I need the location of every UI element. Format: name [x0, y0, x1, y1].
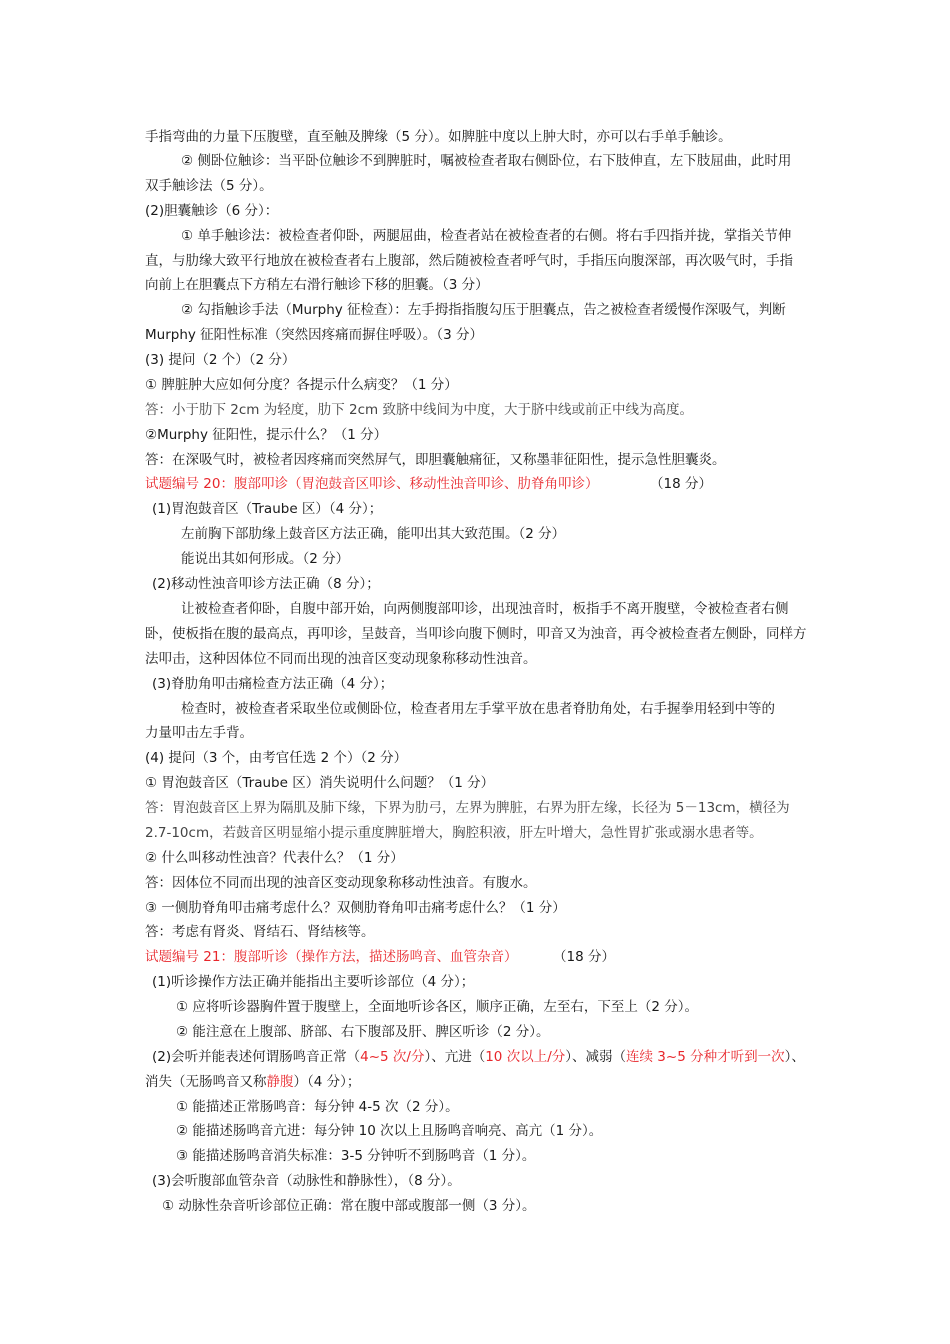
text-span: ）、亢进（	[424, 1049, 486, 1065]
text-line: 卧，使板指在腹的最高点，再叩诊，呈鼓音，当叩诊向腹下侧时，叩音又为浊音，再令被检查者左侧卧，同样方	[145, 626, 807, 642]
text-span: 消失（无肠鸣音又称	[145, 1074, 267, 1090]
highlight-span: 10 次以上/分	[485, 1049, 566, 1065]
text-line: ① 单手触诊法：被检查者仰卧，两腿屈曲，检查者站在被检查者的右侧。将右手四指并拢，掌指关节伸	[181, 228, 792, 244]
section-heading: (2)胆囊触诊（6 分）：	[145, 203, 279, 219]
section-heading: (3)脊肋角叩击痛检查方法正确（4 分）；	[152, 676, 394, 692]
text-line: ① 应将听诊器胸件置于腹壁上，全面地听诊各区，顺序正确，左至右，下至上（2 分）。	[176, 999, 699, 1015]
text-line: 手指弯曲的力量下压腹壁，直至触及脾缘（5 分）。如脾脏中度以上肿大时，亦可以右手单手触诊。	[145, 129, 732, 145]
text-span: ）、减弱（	[565, 1049, 626, 1065]
text-span: ）（4 分）；	[293, 1074, 361, 1090]
text-line: 检查时，被检查者采取坐位或侧卧位，检查者用左手掌平放在患者脊肋角处，右手握拳用轻到中等的	[181, 701, 775, 717]
answer-line: 答：考虑有肾炎、肾结石、肾结核等。	[145, 924, 375, 940]
highlight-span: 4~5 次/分	[360, 1049, 425, 1065]
text-line: 直，与肋缘大致平行地放在被检查者右上腹部，然后随被检查者呼气时，手指压向腹深部，再次吸气时，手指	[145, 253, 793, 269]
answer-line: 答：胃泡鼓音区上界为隔肌及肺下缘，下界为肋弓，左界为脾脏，右界为肝左缘，长径为 5－13cm，横径为	[145, 800, 790, 816]
text-line: Murphy 征阳性标准（突然因疼痛而摒住呼吸）。（3 分）	[145, 327, 484, 343]
section-heading: (3)会听腹部血管杂音（动脉性和静脉性），（8 分）。	[152, 1173, 461, 1189]
text-line: ① 动脉性杂音听诊部位正确：常在腹中部或腹部一侧（3 分）。	[162, 1198, 536, 1214]
question-line: ① 脾脏肿大应如何分度？各提示什么病变？（1 分）	[145, 377, 458, 393]
exam-item-score: （18 分）	[650, 476, 712, 492]
question-line: ② 什么叫移动性浊音？代表什么？（1 分）	[145, 850, 404, 866]
answer-line: 答：小于肋下 2cm 为轻度，肋下 2cm 致脐中线间为中度，大于脐中线或前正中线为高度。	[145, 402, 693, 418]
answer-line: 答：因体位不同而出现的浊音区变动现象称移动性浊音。有腹水。	[145, 875, 537, 891]
section-heading: (3) 提问（2 个）（2 分）	[145, 352, 296, 368]
exam-item-title: 试题编号 21：腹部听诊（操作方法，描述肠鸣音、血管杂音）	[145, 949, 518, 965]
text-line	[145, 1072, 360, 1092]
text-line: ② 能注意在上腹部、脐部、右下腹部及肝、脾区听诊（2 分）。	[176, 1024, 550, 1040]
text-line: 左前胸下部肋缘上鼓音区方法正确，能叩出其大致范围。（2 分）	[181, 526, 566, 542]
text-span: (2)会听并能表述何谓肠鸣音正常（	[152, 1049, 361, 1065]
text-line: 法叩击，这种因体位不同而出现的浊音区变动现象称移动性浊音。	[145, 651, 537, 667]
question-line: ③ 一侧肋脊角叩击痛考虑什么？双侧肋脊角叩击痛考虑什么？（1 分）	[145, 900, 566, 916]
answer-line: 答：在深吸气时，被检者因疼痛而突然屏气，即胆囊触痛征，又称墨菲征阳性，提示急性胆囊炎。	[145, 452, 726, 468]
text-line: 力量叩击左手背。	[145, 725, 253, 741]
text-line: ① 能描述正常肠鸣音：每分钟 4-5 次（2 分）。	[176, 1099, 459, 1115]
section-heading: (2)移动性浊音叩诊方法正确（8 分）；	[152, 576, 380, 592]
section-heading: (1)胃泡鼓音区（Traube 区）（4 分）；	[152, 501, 383, 517]
highlight-span: 连续 3~5 分种才听到一次	[626, 1049, 785, 1065]
section-heading: (1)听诊操作方法正确并能指出主要听诊部位（4 分）；	[152, 974, 475, 990]
text-line: ② 勾指触诊手法（Murphy 征检查）：左手拇指指腹勾压于胆囊点，告之被检查者缓慢作深吸气，判断	[181, 302, 786, 318]
question-line: ① 胃泡鼓音区（Traube 区）消失说明什么问题？（1 分）	[145, 775, 495, 791]
question-line: ②Murphy 征阳性，提示什么？（1 分）	[145, 427, 388, 443]
text-line: 向前上在胆囊点下方稍左右滑行触诊下移的胆囊。（3 分）	[145, 277, 489, 293]
text-span: ）、	[784, 1049, 805, 1065]
exam-item-score: （18 分）	[553, 949, 615, 965]
text-line: 让被检查者仰卧，自腹中部开始，向两侧腹部叩诊，出现浊音时，板指手不离开腹壁，令被检查者右侧	[181, 601, 789, 617]
text-line: ② 能描述肠鸣音亢进：每分钟 10 次以上且肠鸣音响亮、高亢（1 分）。	[176, 1123, 603, 1139]
exam-item-title: 试题编号 20：腹部叩诊（胃泡鼓音区叩诊、移动性浊音叩诊、肋脊角叩诊）	[145, 476, 599, 492]
section-heading	[152, 1047, 805, 1067]
text-line: 能说出其如何形成。（2 分）	[181, 551, 350, 567]
text-line: 双手触诊法（5 分）。	[145, 178, 273, 194]
text-line: ② 侧卧位触诊：当平卧位触诊不到脾脏时，嘱被检查者取右侧卧位，右下肢伸直，左下肢屈曲，此时用	[181, 153, 792, 169]
answer-line: 2.7-10cm，若鼓音区明显缩小提示重度脾脏增大，胸腔积液，肝左叶增大，急性胃扩张或溺水患者等。	[145, 825, 763, 841]
highlight-span: 静腹	[266, 1074, 294, 1090]
section-heading: (4) 提问（3 个，由考官任选 2 个）（2 分）	[145, 750, 408, 766]
text-line: ③ 能描述肠鸣音消失标准：3-5 分钟听不到肠鸣音（1 分）。	[176, 1148, 536, 1164]
